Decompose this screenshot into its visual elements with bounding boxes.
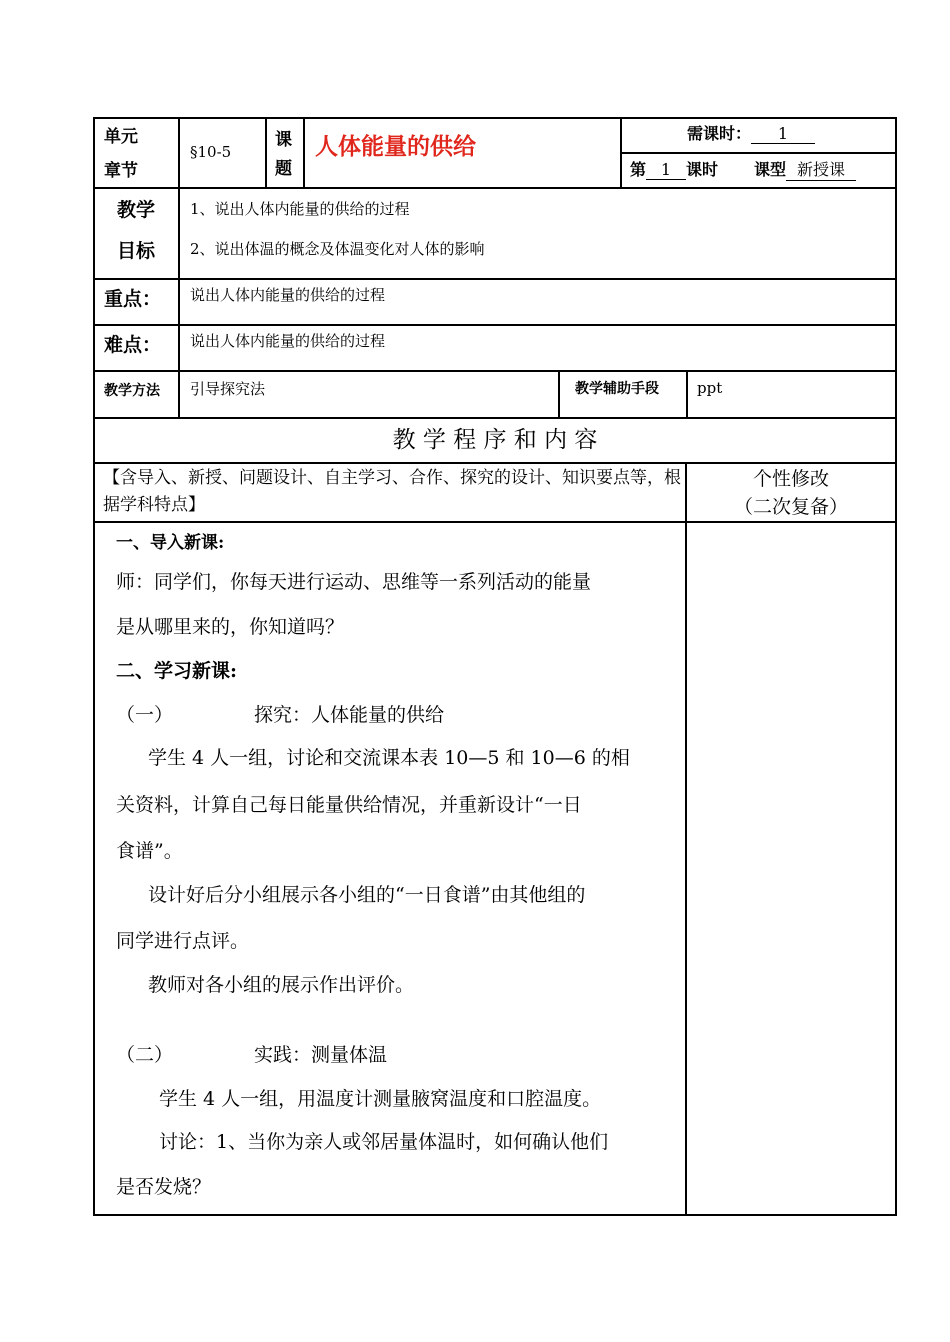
col-divider <box>303 117 305 188</box>
subsection-number: （二） <box>116 1044 174 1066</box>
subsection-number: （一） <box>116 704 174 726</box>
notes-header-right-line2: （二次复备） <box>733 496 848 518</box>
paragraph-line: 教师对各小组的展示作出评价。 <box>148 974 415 996</box>
difficulty-label: 难点： <box>104 334 162 356</box>
header-split-line <box>620 152 897 154</box>
hours-value: 1 <box>751 124 815 144</box>
objective-item: 1、说出人体内能量的供给的过程 <box>190 200 410 218</box>
table-border-top <box>93 117 897 119</box>
period-field <box>630 157 718 180</box>
notes-header-left: 【含导入、新授、问题设计、自主学习、合作、探究的设计、知识要点等，根据学科特点】 <box>103 468 681 515</box>
hours-label: 需课时： <box>687 124 752 143</box>
paragraph-line: 设计好后分小组展示各小组的“一日食谱”由其他组的 <box>148 884 586 906</box>
unit-label-line2: 章节 <box>104 161 138 181</box>
row-divider <box>93 370 897 372</box>
row-divider <box>93 278 897 280</box>
topic-label <box>275 126 292 184</box>
key-point-text: 说出人体内能量的供给的过程 <box>190 286 386 304</box>
unit-label <box>104 120 138 188</box>
key-point-label: 重点： <box>104 288 162 310</box>
objectives-label-line2: 目标 <box>117 240 156 262</box>
table-border-left <box>93 117 95 1216</box>
method-label: 教学方法 <box>104 383 160 399</box>
topic-label-line2: 题 <box>275 159 292 179</box>
row-divider <box>93 187 897 189</box>
section-heading: 二、学习新课: <box>116 660 238 682</box>
objectives-label <box>117 190 155 272</box>
paragraph-line: 讨论：1、当你为亲人或邻居量体温时，如何确认他们 <box>159 1131 609 1153</box>
method-value: 引导探究法 <box>190 380 266 398</box>
subsection-title: 实践：测量体温 <box>254 1044 388 1066</box>
section-heading: 一、导入新课: <box>116 533 225 553</box>
row-divider <box>93 462 897 464</box>
period-prefix: 第 <box>630 160 647 179</box>
difficulty-text: 说出人体内能量的供给的过程 <box>190 332 386 350</box>
procedure-title: 教 学 程 序 和 内 容 <box>392 427 598 453</box>
notes-header-right-line1: 个性修改 <box>752 468 829 490</box>
paragraph-line: 学生 4 人一组，用温度计测量腋窝温度和口腔温度。 <box>159 1088 602 1110</box>
col-divider <box>685 462 687 1215</box>
col-divider <box>686 370 688 417</box>
col-divider <box>265 117 267 188</box>
col-divider <box>558 370 560 417</box>
paragraph-line: 同学进行点评。 <box>116 930 250 952</box>
type-field <box>754 157 856 181</box>
paragraph-line: 学生 4 人一组，讨论和交流课本表 10—5 和 10—6 的相 <box>148 747 630 769</box>
col-divider <box>178 117 180 417</box>
row-divider <box>93 417 897 419</box>
paragraph-line: 关资料，计算自己每日能量供给情况，并重新设计“一日 <box>116 794 582 816</box>
unit-label-line1: 单元 <box>104 127 138 147</box>
table-border-right <box>895 117 897 1216</box>
aid-value: ppt <box>697 379 723 397</box>
type-label: 课型 <box>754 160 787 179</box>
objectives-label-line1: 教学 <box>117 199 156 221</box>
col-divider <box>620 117 622 188</box>
paragraph-line: 是否发烧？ <box>116 1176 212 1198</box>
paragraph-line: 师：同学们，你每天进行运动、思维等一系列活动的能量 <box>116 571 592 593</box>
section-number: §10-5 <box>190 143 232 161</box>
type-value: 新授课 <box>786 157 856 181</box>
row-divider <box>93 324 897 326</box>
aid-label: 教学辅助手段 <box>575 381 659 397</box>
lesson-title: 人体能量的供给 <box>315 134 476 160</box>
topic-label-line1: 课 <box>275 130 292 150</box>
objective-item: 2、说出体温的概念及体温变化对人体的影响 <box>190 240 485 258</box>
notes-header-right <box>687 465 895 521</box>
paragraph-line: 是从哪里来的，你知道吗？ <box>116 616 345 638</box>
paragraph-line: 食谱”。 <box>116 840 183 862</box>
row-divider <box>93 521 897 523</box>
period-value: 1 <box>646 160 686 180</box>
table-border-bottom <box>93 1214 897 1216</box>
period-suffix: 课时 <box>686 160 719 179</box>
subsection-title: 探究：人体能量的供给 <box>254 704 445 726</box>
hours-field <box>687 121 815 144</box>
